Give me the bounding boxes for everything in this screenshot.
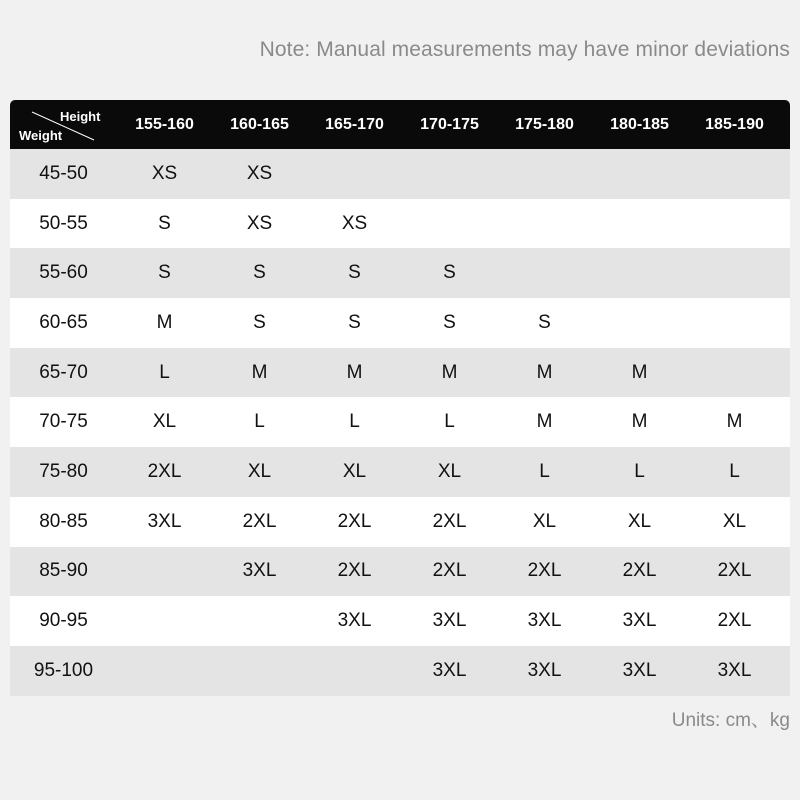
- size-cell: XS: [246, 212, 273, 234]
- size-cell: S: [443, 262, 456, 284]
- size-cell: S: [538, 311, 551, 333]
- size-cell: S: [253, 262, 266, 284]
- size-cell: M: [536, 361, 553, 383]
- table-row: [10, 348, 790, 398]
- size-cell: XS: [151, 162, 178, 184]
- size-cell: 2XL: [717, 610, 752, 632]
- size-cell: XS: [246, 162, 273, 184]
- size-cell: L: [349, 411, 360, 433]
- size-cell: S: [443, 311, 456, 333]
- height-column-header: 155-160: [135, 115, 194, 133]
- table-row: [10, 248, 790, 298]
- corner-header-cell: [10, 100, 117, 149]
- size-cell: XL: [342, 460, 367, 482]
- table-row: [10, 149, 790, 199]
- size-cell: L: [539, 460, 550, 482]
- weight-row-header: 55-60: [39, 262, 88, 284]
- height-column-header: 180-185: [610, 115, 669, 133]
- size-cell: XL: [722, 510, 747, 532]
- size-cell: XL: [152, 411, 177, 433]
- height-column-header: 170-175: [420, 115, 479, 133]
- weight-row-header: 85-90: [39, 560, 88, 582]
- size-chart-table: [10, 100, 790, 696]
- weight-row-header: 80-85: [39, 510, 88, 532]
- size-cell: 3XL: [622, 610, 657, 632]
- height-axis-label: Height: [60, 109, 101, 124]
- size-cell: M: [441, 361, 458, 383]
- height-column-header: 175-180: [515, 115, 574, 133]
- size-cell: M: [631, 411, 648, 433]
- size-cell: XL: [437, 460, 462, 482]
- weight-axis-label: Weight: [19, 128, 63, 143]
- size-cell: 2XL: [527, 560, 562, 582]
- size-cell: 2XL: [717, 560, 752, 582]
- note-text: Note: Manual measurements may have minor deviations: [259, 38, 790, 61]
- weight-row-header: 50-55: [39, 212, 88, 234]
- size-cell: M: [156, 311, 173, 333]
- units-text: Units: cm、kg: [671, 710, 790, 731]
- table-row: [10, 199, 790, 249]
- size-cell: L: [729, 460, 740, 482]
- size-cell: M: [536, 411, 553, 433]
- size-cell: S: [158, 212, 171, 234]
- table-row: [10, 547, 790, 597]
- weight-row-header: 70-75: [39, 411, 88, 433]
- table-row: [10, 497, 790, 547]
- weight-row-header: 90-95: [39, 610, 88, 632]
- size-cell: 3XL: [717, 659, 752, 681]
- size-cell: 3XL: [242, 560, 277, 582]
- height-column-header: 165-170: [325, 115, 384, 133]
- size-cell: S: [253, 311, 266, 333]
- table-row: [10, 397, 790, 447]
- size-cell: 2XL: [242, 510, 277, 532]
- size-cell: 2XL: [147, 460, 182, 482]
- table-row: [10, 298, 790, 348]
- weight-row-header: 45-50: [39, 162, 88, 184]
- table-row: [10, 447, 790, 497]
- size-cell: M: [726, 411, 743, 433]
- size-cell: L: [159, 361, 170, 383]
- size-cell: S: [348, 311, 361, 333]
- size-cell: 3XL: [432, 610, 467, 632]
- size-cell: 2XL: [622, 560, 657, 582]
- size-cell: XL: [627, 510, 652, 532]
- size-cell: 3XL: [147, 510, 182, 532]
- size-cell: L: [634, 460, 645, 482]
- table-header: [10, 100, 790, 149]
- size-cell: L: [444, 411, 455, 433]
- height-column-header: 185-190: [705, 115, 764, 133]
- size-cell: XL: [247, 460, 272, 482]
- height-column-header: 160-165: [230, 115, 289, 133]
- size-cell: L: [254, 411, 265, 433]
- weight-row-header: 95-100: [33, 659, 94, 681]
- size-cell: 2XL: [337, 510, 372, 532]
- size-cell: XS: [341, 212, 368, 234]
- table-row: [10, 596, 790, 646]
- size-cell: 2XL: [432, 560, 467, 582]
- size-cell: 3XL: [337, 610, 372, 632]
- size-cell: M: [251, 361, 268, 383]
- size-cell: XL: [532, 510, 557, 532]
- size-cell: 3XL: [527, 659, 562, 681]
- table-body: [10, 149, 790, 696]
- weight-row-header: 60-65: [39, 311, 88, 333]
- size-cell: 3XL: [527, 610, 562, 632]
- size-cell: M: [346, 361, 363, 383]
- size-cell: 3XL: [432, 659, 467, 681]
- size-cell: M: [631, 361, 648, 383]
- weight-row-header: 75-80: [39, 460, 88, 482]
- size-cell: S: [348, 262, 361, 284]
- size-cell: S: [158, 262, 171, 284]
- size-cell: 2XL: [432, 510, 467, 532]
- weight-row-header: 65-70: [39, 361, 88, 383]
- size-cell: 2XL: [337, 560, 372, 582]
- size-cell: 3XL: [622, 659, 657, 681]
- table-row: [10, 646, 790, 696]
